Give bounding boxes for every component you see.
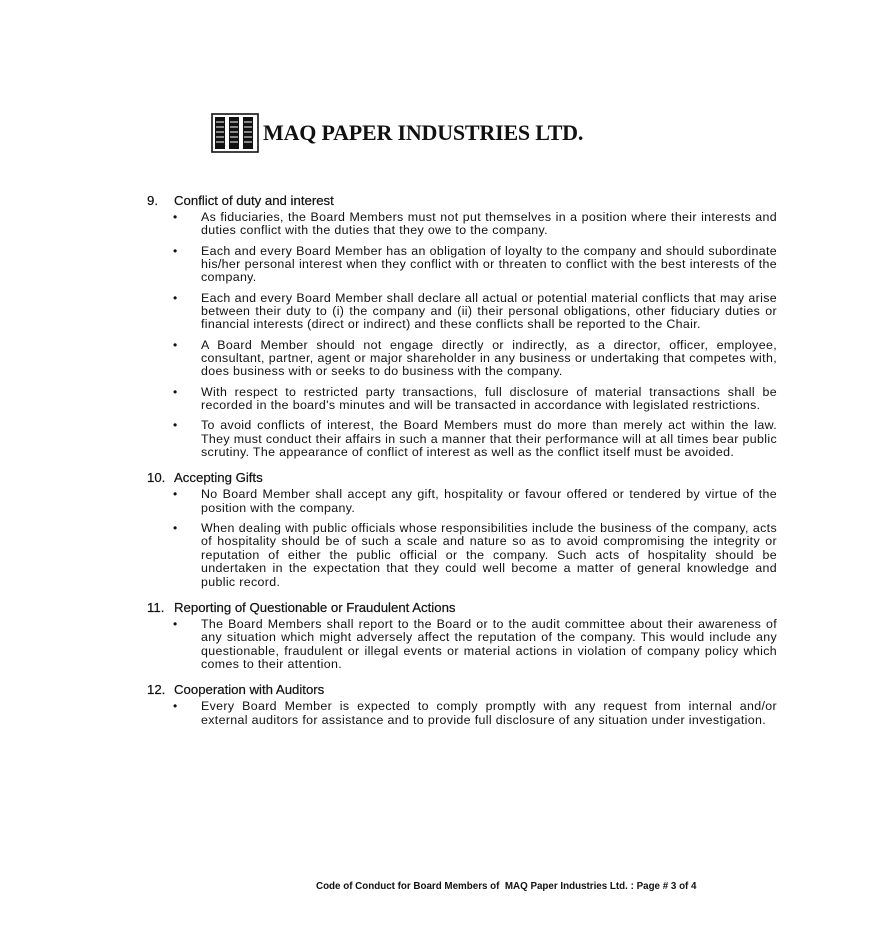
list-item: • Each and every Board Member has an obligation of loyalty to the company and should subordinate his/her personal interest when they conflict with or threaten to conflict with the best interests of the company. <box>147 245 777 285</box>
company-name: MAQ PAPER INDUSTRIES LTD. <box>263 120 584 145</box>
list-item: • With respect to restricted party transactions, full disclosure of material transactions shall be recorded in the board's minutes and will be transacted in accordance with legislated restrictions. <box>147 386 777 413</box>
bullet-list <box>147 488 777 589</box>
bullet-list <box>147 700 777 727</box>
section-reporting <box>147 599 777 672</box>
list-item: • Each and every Board Member shall declare all actual or potential material conflicts that may arise between their duty to (i) the company and (ii) their personal obligations, other fiduciary duties or financial interests (direct or indirect) and these conflicts shall be reported to the Chair. <box>147 292 777 332</box>
list-item: • When dealing with public officials whose responsibilities include the business of the company, acts of hospitality should be of such a scale and nature so as to avoid compromising the integrity or reputation of either the public official or the company. Such acts of hospitality should be undertaken in the expectation that they could well become a matter of general knowledge and public record. <box>147 522 777 589</box>
bullet-list <box>147 211 777 459</box>
section-title: Cooperation with Auditors <box>174 682 325 698</box>
section-accepting-gifts <box>147 469 777 589</box>
section-heading <box>147 469 777 486</box>
letterhead <box>211 112 583 154</box>
list-item: • Every Board Member is expected to comply promptly with any request from internal and/or external auditors for assistance and to provide full disclosure of any situation under investigation. <box>147 700 777 727</box>
section-number: 9. <box>147 193 158 208</box>
section-heading <box>147 681 777 698</box>
page-footer: Code of Conduct for Board Members of MAQ Paper Industries Ltd. : Page # 3 of 4 <box>316 881 697 892</box>
section-number: 10. <box>147 470 166 486</box>
list-item: • No Board Member shall accept any gift, hospitality or favour offered or tendered by virtue of the position with the company. <box>147 488 777 515</box>
list-item: • The Board Members shall report to the Board or to the audit committee about their awareness of any situation which might adversely affect the reputation of the company. This would include any questionable, fraudulent or illegal events or material actions in violation of company policy which comes to their attention. <box>147 618 777 672</box>
section-title: Accepting Gifts <box>174 470 263 486</box>
list-item: • A Board Member should not engage directly or indirectly, as a director, officer, employee, consultant, partner, agent or major shareholder in any business or undertaking that competes with, does business with or seeks to do business with the company. <box>147 339 777 379</box>
section-conflict-of-duty <box>147 192 777 459</box>
document-body <box>147 192 777 734</box>
list-item: • As fiduciaries, the Board Members must not put themselves in a position where their interests and duties conflict with the duties that they owe to the company. <box>147 211 777 238</box>
section-title: Reporting of Questionable or Fraudulent Actions <box>174 599 456 615</box>
section-title: Conflict of duty and interest <box>174 193 334 208</box>
section-heading <box>147 192 777 209</box>
section-heading <box>147 599 777 616</box>
list-item: • To avoid conflicts of interest, the Board Members must do more than merely act within the law. They must conduct their affairs in such a manner that their performance will at all times bear public scrutiny. The appearance of conflict of interest as well as the conflict itself must be avoided. <box>147 419 777 459</box>
company-logo-icon <box>211 113 259 153</box>
section-number: 11. <box>147 599 165 615</box>
bullet-list <box>147 618 777 672</box>
section-cooperation-auditors <box>147 681 777 727</box>
section-number: 12. <box>147 682 166 698</box>
